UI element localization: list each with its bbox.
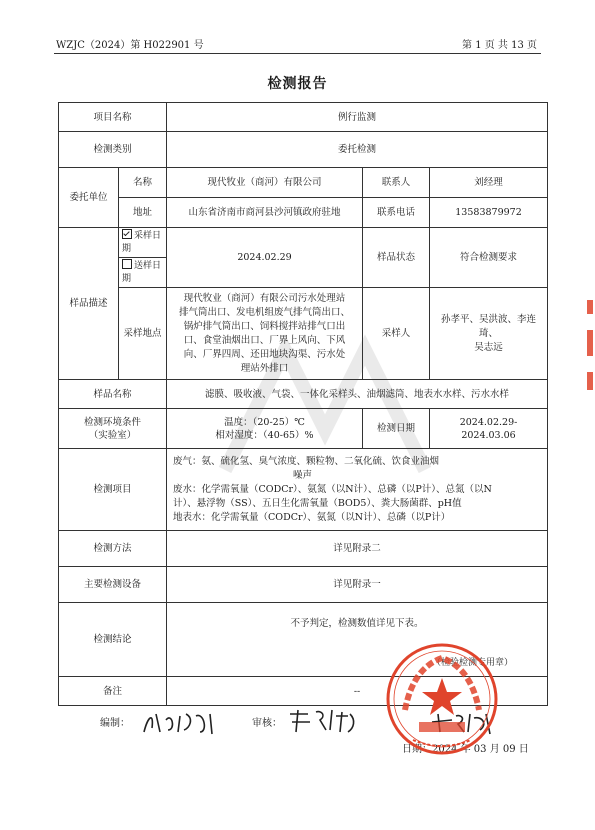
prepared-by bbox=[100, 714, 134, 729]
sample-name-value: 滤膜、吸收液、气袋、一体化采样头、油烟滤筒、地表水水样、污水水样 bbox=[167, 380, 548, 409]
phone-value: 13583879972 bbox=[430, 198, 548, 228]
row-client-address bbox=[59, 198, 548, 228]
sample-name-label: 样品名称 bbox=[59, 380, 167, 409]
page-info: 第 1 页 共 13 页 bbox=[462, 40, 537, 51]
test-items-label: 检测项目 bbox=[59, 449, 167, 531]
test-item-line: 噪声 bbox=[293, 469, 313, 481]
environment-label-line1: 检测环境条件 bbox=[84, 416, 142, 428]
edge-stamp-mark bbox=[587, 330, 593, 356]
equipment-value: 详见附录一 bbox=[167, 567, 548, 603]
delivery-date-option bbox=[119, 258, 167, 288]
report-number: WZJC（2024）第 H022901 号 bbox=[56, 40, 204, 51]
contact-label: 联系人 bbox=[363, 168, 430, 198]
prepared-label: 编制： bbox=[100, 718, 130, 729]
site-line: 向、厂界四周、还田地块沟渠、污水处 bbox=[183, 348, 346, 360]
test-item-line: 废水：化学需氧量（CODCr）、氨氮（以N计）、总磷（以P计）、总氮（以N bbox=[173, 483, 492, 495]
sample-date-value: 2024.02.29 bbox=[167, 228, 363, 288]
test-date-value: 2024.02.29-2024.03.06 bbox=[430, 409, 548, 449]
site-line: 理站外排口 bbox=[240, 362, 289, 374]
test-category-label: 检测类别 bbox=[59, 132, 167, 168]
sampling-site-label: 采样地点 bbox=[119, 288, 167, 380]
test-method-value: 详见附录二 bbox=[167, 531, 548, 567]
delivery-date-label: 送样日期 bbox=[122, 261, 162, 284]
test-item-line: 计）、悬浮物（SS）、五日生化需氧量（BOD5）、粪大肠菌群、pH值 bbox=[173, 497, 462, 509]
sampler-line: 孙孝平、吴洪波、李连琦、 bbox=[441, 313, 537, 339]
phone-label: 联系电话 bbox=[363, 198, 430, 228]
test-item-line: 地表水：化学需氧量（CODCr）、氨氮（以N计）、总磷（以P计） bbox=[173, 511, 451, 523]
row-sample-name bbox=[59, 380, 548, 409]
reviewed-by bbox=[252, 714, 286, 729]
row-test-items bbox=[59, 449, 548, 531]
row-test-category bbox=[59, 132, 548, 168]
test-item-line: 废气：氨、硫化氢、臭气浓度、颗粒物、二氧化硫、饮食业油烟 bbox=[173, 455, 440, 467]
test-category-value: 委托检测 bbox=[167, 132, 548, 168]
row-test-method bbox=[59, 531, 548, 567]
client-label: 委托单位 bbox=[59, 168, 119, 228]
sampling-date-option bbox=[119, 228, 167, 258]
reviewer-signature-icon bbox=[286, 706, 366, 736]
edge-stamp-mark bbox=[587, 372, 593, 390]
report-table bbox=[58, 102, 548, 706]
row-environment bbox=[59, 409, 548, 449]
site-line: 口、食堂油烟出口、厂界上风向、下风 bbox=[183, 334, 346, 346]
client-name-value: 现代牧业（商河）有限公司 bbox=[167, 168, 363, 198]
temperature-value: 温度：（20-25）℃ bbox=[224, 416, 305, 428]
environment-label bbox=[59, 409, 167, 449]
sampler-value bbox=[430, 288, 548, 380]
remark-label: 备注 bbox=[59, 677, 167, 706]
project-name-value: 例行监测 bbox=[167, 103, 548, 132]
sample-status-value: 符合检测要求 bbox=[430, 228, 548, 288]
sampler-label: 采样人 bbox=[363, 288, 430, 380]
address-value: 山东省济南市商河县沙河镇政府驻地 bbox=[167, 198, 363, 228]
conclusion-label: 检测结论 bbox=[59, 603, 167, 677]
header-divider bbox=[54, 53, 541, 54]
row-sampling-date bbox=[59, 228, 548, 258]
checkbox-checked-icon bbox=[122, 229, 132, 239]
test-date-label: 检测日期 bbox=[363, 409, 430, 449]
site-line: 锅炉排气筒出口、饲料搅拌站排气口出 bbox=[183, 320, 346, 332]
test-method-label: 检测方法 bbox=[59, 531, 167, 567]
client-name-label: 名称 bbox=[119, 168, 167, 198]
sampler-line: 吴志远 bbox=[474, 341, 503, 353]
conclusion-text: 不予判定，检测数值详见下表。 bbox=[290, 618, 424, 629]
prepared-signature-icon bbox=[138, 706, 228, 740]
environment-value bbox=[167, 409, 363, 449]
checkbox-unchecked-icon bbox=[122, 259, 132, 269]
row-client-name bbox=[59, 168, 548, 198]
sampling-date-label: 采样日期 bbox=[122, 231, 162, 254]
address-label: 地址 bbox=[119, 198, 167, 228]
edge-stamp-mark bbox=[587, 300, 593, 314]
contact-value: 刘经理 bbox=[430, 168, 548, 198]
remark-value: -- bbox=[167, 677, 548, 706]
date-label: 日期： bbox=[402, 744, 432, 755]
reviewed-label: 审核： bbox=[252, 718, 282, 729]
equipment-label: 主要检测设备 bbox=[59, 567, 167, 603]
row-sampling-site bbox=[59, 288, 548, 380]
site-line: 现代牧业（商河）有限公司污水处理站 bbox=[183, 292, 346, 304]
sample-status-label: 样品状态 bbox=[363, 228, 430, 288]
seal-note: （检验检测专用章） bbox=[432, 658, 514, 668]
sampling-site-value bbox=[167, 288, 363, 380]
test-items-value bbox=[167, 449, 548, 531]
row-project-name bbox=[59, 103, 548, 132]
site-line: 排气筒出口、发电机组废气排气筒出口、 bbox=[179, 306, 351, 318]
project-name-label: 项目名称 bbox=[59, 103, 167, 132]
humidity-value: 相对湿度：（40-65）% bbox=[215, 429, 314, 441]
page-title: 检测报告 bbox=[267, 76, 328, 92]
date-value: 2024 年 03 月 09 日 bbox=[432, 744, 529, 755]
sample-label: 样品描述 bbox=[59, 228, 119, 380]
row-equipment bbox=[59, 567, 548, 603]
official-seal-icon bbox=[383, 640, 501, 758]
environment-label-line2: （实验室） bbox=[88, 429, 137, 441]
